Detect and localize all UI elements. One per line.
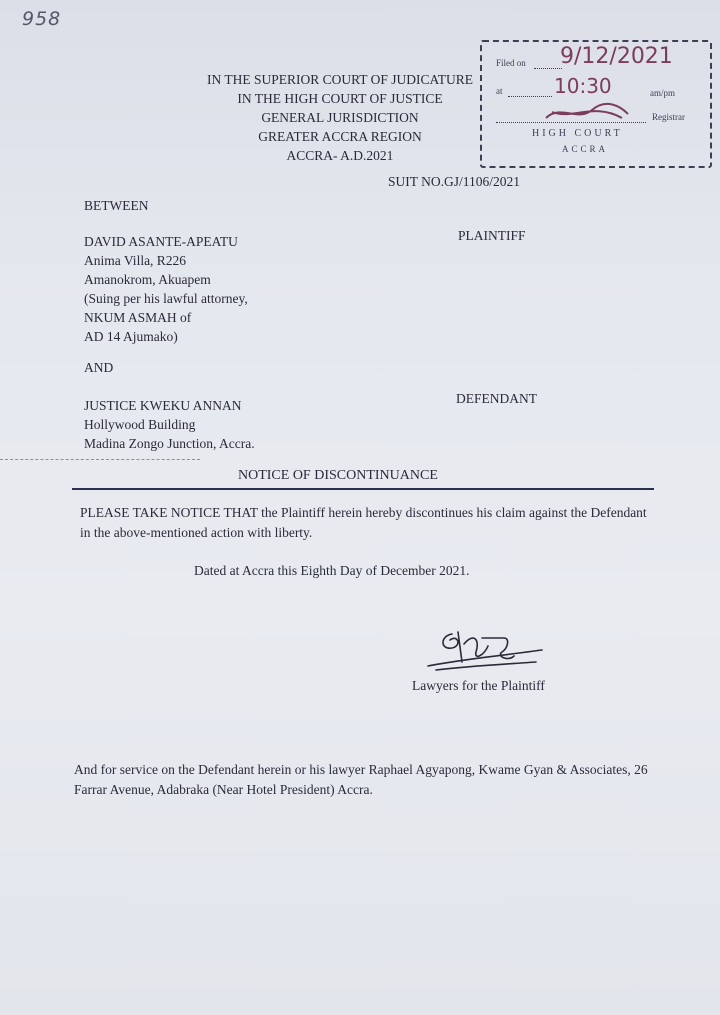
plaintiff-line: NKUM ASMAH of	[84, 310, 192, 325]
defendant-line: Madina Zongo Junction, Accra.	[84, 436, 255, 451]
defendant-details	[84, 396, 255, 453]
and-label: AND	[84, 360, 114, 375]
plaintiff-line: Amanokrom, Akuapem	[84, 272, 211, 287]
plaintiff-role-label: PLAINTIFF	[458, 228, 526, 243]
stamp-ampm: am/pm	[650, 88, 675, 98]
signature-label: Lawyers for the Plaintiff	[412, 678, 545, 693]
court-header-line: GENERAL JURISDICTION	[261, 110, 419, 125]
notice-title: NOTICE OF DISCONTINUANCE	[238, 468, 438, 483]
court-header-line: ACCRA- A.D.2021	[286, 148, 394, 163]
stamp-date: 9/12/2021	[560, 44, 673, 69]
faint-divider	[0, 459, 200, 460]
plaintiff-line: Anima Villa, R226	[84, 253, 187, 268]
defendant-line: JUSTICE KWEKU ANNAN	[84, 398, 242, 413]
signature-icon	[418, 626, 548, 676]
service-paragraph: And for service on the Defendant herein or his lawyer Raphael Agyapong, Kwame Gyan & Associates, 26 Farrar Avenue, Adabraka (Near Hotel President) Accra.	[74, 762, 648, 797]
defendant-line: Hollywood Building	[84, 417, 196, 432]
court-header-line: IN THE HIGH COURT OF JUSTICE	[237, 91, 443, 106]
stamp-court-line1: HIGH COURT	[532, 128, 623, 139]
court-header-line: IN THE SUPERIOR COURT OF JUDICATURE	[206, 72, 474, 87]
plaintiff-details	[84, 232, 248, 346]
title-rule	[72, 488, 654, 490]
between-label: BETWEEN	[84, 198, 149, 213]
stamp-court-line2: ACCRA	[562, 144, 609, 154]
defendant-role-label: DEFENDANT	[456, 391, 537, 406]
plaintiff-line: (Suing per his lawful attorney,	[84, 291, 248, 306]
stamp-filed-label: Filed on	[496, 58, 526, 68]
filing-stamp	[480, 40, 712, 168]
notice-paragraph: PLEASE TAKE NOTICE THAT the Plaintiff herein hereby discontinues his claim against the Defendant in the above-mentioned action with liberty.	[80, 505, 647, 540]
stamp-scribble-icon	[542, 100, 632, 126]
suit-number: SUIT NO.GJ/1106/2021	[388, 174, 521, 189]
stamp-at-label: at	[496, 86, 503, 96]
stamp-registrar: Registrar	[652, 112, 685, 122]
stamp-time: 10:30	[554, 74, 612, 98]
handwritten-file-number: 958	[22, 8, 62, 30]
plaintiff-line: AD 14 Ajumako)	[84, 329, 178, 344]
court-header-line: GREATER ACCRA REGION	[258, 129, 422, 144]
plaintiff-line: DAVID ASANTE-APEATU	[84, 234, 238, 249]
court-header	[180, 70, 500, 165]
dated-line: Dated at Accra this Eighth Day of December 2021.	[194, 563, 470, 578]
